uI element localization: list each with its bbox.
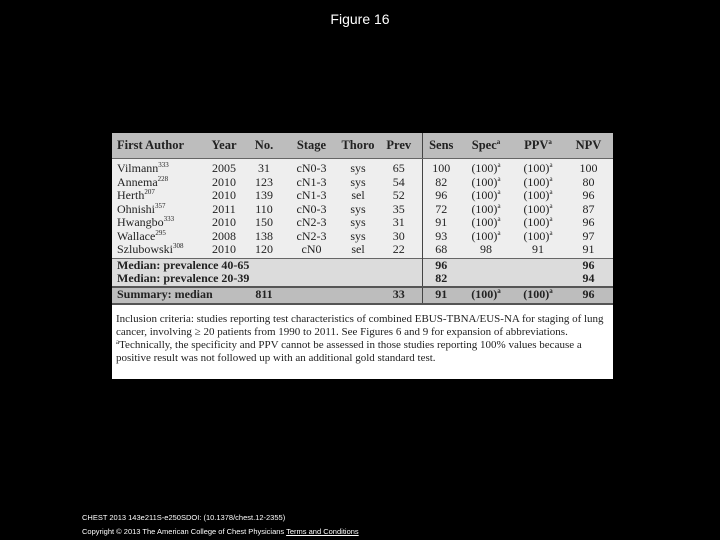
table-row — [112, 189, 613, 203]
cell-no — [245, 203, 283, 217]
cell-spec — [460, 189, 512, 203]
cell-no — [245, 243, 283, 258]
copyright-text: Copyright © 2013 The American College of Chest Physicians — [82, 527, 285, 536]
cell-prev-value: 22 — [392, 242, 405, 256]
cell-year-value: 2010 — [212, 188, 236, 202]
cell-sens — [422, 189, 460, 203]
footnote-mark: a — [549, 215, 553, 223]
cell-spec — [460, 230, 512, 244]
reference-number: 295 — [155, 228, 166, 237]
cell-spec-value: (100) — [471, 228, 498, 243]
cell-stage-value: cN0-3 — [296, 201, 327, 216]
table-row — [112, 243, 613, 258]
table-row — [112, 230, 613, 244]
footnote-mark: a — [497, 228, 501, 237]
footnote-mark: a — [549, 188, 553, 196]
results-table — [112, 133, 613, 305]
cell-prev — [376, 159, 422, 176]
median-ppv — [512, 258, 564, 272]
cell-no-value: 138 — [255, 228, 273, 243]
header-spec — [460, 133, 512, 159]
cell-thoro — [340, 176, 376, 190]
cell-npv — [564, 189, 613, 203]
summary-sens: 91 — [422, 287, 460, 304]
cell-no — [245, 230, 283, 244]
header-first-author: First Author — [112, 133, 203, 159]
credit-block — [82, 511, 359, 539]
footnote-mark: a — [497, 161, 501, 169]
median-rows — [112, 258, 613, 287]
cell-year — [203, 176, 245, 190]
median-label: Median: prevalence 20-39 — [112, 272, 422, 287]
header-thoro: Thoro — [340, 133, 376, 159]
median-sens: 96 — [422, 258, 460, 272]
reference-number: 228 — [157, 174, 169, 183]
cell-prev-value: 65 — [392, 161, 405, 175]
cell-spec-value: 98 — [480, 242, 492, 256]
cell-sens-value: 96 — [435, 188, 448, 202]
cell-ppv-value: (100) — [523, 174, 550, 189]
cell-sens — [422, 216, 460, 230]
cell-no-value: 120 — [255, 242, 273, 256]
cell-sens — [422, 176, 460, 190]
cell-prev — [376, 189, 422, 203]
figure-title: Figure 16 — [330, 11, 390, 27]
cell-no — [245, 159, 283, 176]
terms-link[interactable]: Terms and Conditions — [286, 527, 359, 536]
cell-sens-value: 93 — [435, 228, 448, 243]
cell-stage-value: cN2-3 — [296, 215, 327, 229]
footnote-mark: a — [497, 188, 501, 196]
cell-ppv-value: (100) — [523, 228, 550, 243]
cell-sens — [422, 159, 460, 176]
footnote-mark: a — [497, 215, 501, 223]
median-sens: 82 — [422, 272, 460, 287]
cell-thoro-value: sel — [351, 242, 365, 256]
footnote-mark: a — [497, 201, 501, 210]
note-text: Technically, the specificity and PPV cannot be assessed in those studies reporting 100% values because a positive result was not followed up with an additional gold standard test. — [116, 338, 582, 364]
cell-year — [203, 203, 245, 217]
study-rows — [112, 159, 613, 259]
cell-thoro — [340, 203, 376, 217]
header-npv: NPV — [564, 133, 613, 159]
reference-number: 207 — [144, 188, 155, 196]
cell-thoro-value: sys — [350, 161, 366, 175]
footnotes — [112, 305, 613, 365]
cell-prev-value: 35 — [392, 201, 405, 216]
cell-year-value: 2005 — [212, 161, 236, 175]
cell-year-value: 2010 — [212, 242, 236, 256]
summary-ppv — [512, 287, 564, 304]
cell-prev — [376, 243, 422, 258]
cell-no — [245, 176, 283, 190]
table-row — [112, 159, 613, 176]
cell-year — [203, 159, 245, 176]
header-spec-label: Spec — [471, 137, 497, 152]
cell-thoro-value: sel — [351, 188, 365, 202]
header-year: Year — [203, 133, 245, 159]
cell-prev-value: 30 — [392, 228, 405, 243]
cell-thoro-value: sys — [350, 228, 366, 243]
cell-stage-value: cN2-3 — [296, 228, 327, 243]
cell-thoro-value: sys — [350, 215, 366, 229]
summary-thoro — [340, 287, 376, 304]
cell-spec — [460, 243, 512, 258]
cell-stage-value: cN0-3 — [296, 161, 327, 175]
cell-first-author — [112, 243, 203, 258]
footnote-mark: a — [549, 201, 553, 210]
citation-text: CHEST 2013 143e211S-e250SDOI: (10.1378/chest.12-2355) — [82, 513, 286, 522]
cell-stage — [283, 189, 340, 203]
cell-ppv — [512, 243, 564, 258]
median-label: Median: prevalence 40-65 — [112, 258, 422, 272]
cell-prev — [376, 203, 422, 217]
cell-thoro-value: sys — [350, 201, 366, 216]
cell-npv-value: 87 — [582, 201, 595, 216]
cell-stage — [283, 216, 340, 230]
cell-prev-value: 54 — [392, 174, 405, 189]
summary-spec-sup: a — [497, 287, 501, 296]
reference-number: 357 — [155, 201, 166, 210]
cell-ppv-value: (100) — [523, 161, 550, 175]
cell-prev — [376, 216, 422, 230]
cell-prev-value: 52 — [392, 188, 405, 202]
table-row — [112, 203, 613, 217]
cell-first-author — [112, 230, 203, 244]
cell-ppv-value: (100) — [523, 201, 550, 216]
median-spec — [460, 272, 512, 287]
cell-sens — [422, 230, 460, 244]
cell-ppv-value: (100) — [523, 188, 550, 202]
cell-thoro — [340, 189, 376, 203]
median-ppv — [512, 272, 564, 287]
cell-sens-value: 82 — [435, 174, 448, 189]
median-row — [112, 258, 613, 272]
cell-spec-value: (100) — [471, 174, 498, 189]
cell-npv — [564, 176, 613, 190]
cell-ppv — [512, 216, 564, 230]
summary-rows — [112, 287, 613, 304]
cell-npv-value: 97 — [582, 228, 595, 243]
header-ppv-label: PPV — [524, 137, 549, 152]
cell-spec — [460, 216, 512, 230]
cell-no-value: 139 — [255, 188, 273, 202]
cell-year-value: 2010 — [212, 174, 236, 189]
cell-spec — [460, 159, 512, 176]
cell-ppv — [512, 203, 564, 217]
summary-stage — [283, 287, 340, 304]
cell-first-author-value: Hwangbo — [117, 215, 164, 229]
cell-year — [203, 243, 245, 258]
cell-prev — [376, 230, 422, 244]
cell-sens — [422, 243, 460, 258]
cell-thoro — [340, 243, 376, 258]
cell-year-value: 2008 — [212, 228, 236, 243]
cell-stage-value: cN1-3 — [296, 174, 327, 189]
summary-row — [112, 287, 613, 304]
footnote-mark: a — [549, 161, 553, 169]
cell-npv-value: 91 — [582, 242, 595, 256]
cell-npv — [564, 159, 613, 176]
cell-no-value: 123 — [255, 174, 273, 189]
cell-stage — [283, 203, 340, 217]
cell-sens-value: 100 — [432, 161, 451, 175]
cell-first-author — [112, 216, 203, 230]
cell-first-author — [112, 189, 203, 203]
table-row — [112, 176, 613, 190]
cell-first-author — [112, 176, 203, 190]
table-row — [112, 216, 613, 230]
footnote-mark: a — [549, 228, 553, 237]
header-spec-sup: a — [496, 137, 501, 146]
summary-ppv-value: (100) — [523, 287, 550, 302]
header-stage: Stage — [283, 133, 340, 159]
summary-npv: 96 — [564, 287, 613, 304]
cell-thoro — [340, 216, 376, 230]
header-ppv-sup: a — [548, 137, 552, 146]
cell-first-author — [112, 203, 203, 217]
cell-year — [203, 216, 245, 230]
cell-first-author-value: Herth — [117, 188, 145, 202]
cell-sens-value: 91 — [435, 215, 448, 229]
cell-first-author — [112, 159, 203, 176]
median-npv: 94 — [564, 272, 613, 287]
cell-no-value: 110 — [255, 201, 273, 216]
cell-npv-value: 96 — [582, 188, 595, 202]
cell-ppv — [512, 159, 564, 176]
cell-ppv-value: 91 — [532, 242, 544, 256]
cell-thoro — [340, 159, 376, 176]
cell-year — [203, 230, 245, 244]
cell-prev — [376, 176, 422, 190]
cell-sens — [422, 203, 460, 217]
cell-stage — [283, 159, 340, 176]
cell-ppv-value: (100) — [523, 215, 550, 229]
summary-label: Summary: median — [112, 287, 245, 304]
summary-spec — [460, 287, 512, 304]
header-prev: Prev — [376, 133, 422, 159]
cell-npv-value: 96 — [582, 215, 595, 229]
cell-npv-value: 80 — [582, 174, 595, 189]
cell-year-value: 2010 — [212, 215, 236, 229]
header-no: No. — [245, 133, 283, 159]
cell-spec — [460, 176, 512, 190]
cell-stage-value: cN1-3 — [296, 188, 327, 202]
footnote-mark: a — [549, 174, 553, 183]
cell-npv — [564, 230, 613, 244]
inclusion-criteria-note: Inclusion criteria: studies reporting test characteristics of combined EBUS-TBNA/EUS-NA for staging of lung cancer, involving ≥ 20 patients from 1990 to 2011. See Figures 6 and 9 for expansion of abbreviations. — [116, 312, 604, 338]
cell-stage — [283, 176, 340, 190]
cell-thoro — [340, 230, 376, 244]
reference-number: 308 — [173, 242, 184, 250]
cell-no-value: 31 — [258, 161, 270, 175]
cell-first-author-value: Annema — [117, 174, 158, 189]
cell-prev-value: 31 — [392, 215, 405, 229]
cell-first-author-value: Vilmann — [117, 161, 159, 175]
cell-no — [245, 189, 283, 203]
cell-npv-value: 100 — [579, 161, 598, 175]
cell-sens-value: 72 — [435, 201, 448, 216]
reference-number: 333 — [163, 215, 175, 223]
cell-no-value: 150 — [255, 215, 273, 229]
cell-first-author-value: Wallace — [117, 228, 156, 243]
note-mark: a — [116, 337, 120, 346]
footnote-mark: a — [497, 174, 501, 183]
cell-npv — [564, 243, 613, 258]
median-spec — [460, 258, 512, 272]
median-npv: 96 — [564, 258, 613, 272]
cell-year — [203, 189, 245, 203]
cell-spec-value: (100) — [471, 215, 498, 229]
cell-sens-value: 68 — [435, 242, 448, 256]
summary-ppv-sup: a — [549, 287, 553, 296]
cell-npv — [564, 203, 613, 217]
cell-spec-value: (100) — [471, 201, 498, 216]
cell-ppv — [512, 189, 564, 203]
cell-ppv — [512, 176, 564, 190]
cell-stage — [283, 243, 340, 258]
cell-no — [245, 216, 283, 230]
cell-thoro-value: sys — [350, 174, 366, 189]
cell-spec-value: (100) — [471, 161, 498, 175]
header-row — [112, 133, 613, 159]
header-ppv — [512, 133, 564, 159]
cell-stage-value: cN0 — [301, 242, 322, 256]
reference-number: 333 — [158, 161, 169, 169]
header-sens: Sens — [422, 133, 460, 159]
cell-npv — [564, 216, 613, 230]
cell-first-author-value: Ohnishi — [117, 201, 156, 216]
cell-spec-value: (100) — [471, 188, 498, 202]
summary-prev: 33 — [376, 287, 422, 304]
cell-year-value: 2011 — [212, 201, 236, 216]
cell-spec — [460, 203, 512, 217]
copyright-line — [82, 525, 359, 539]
median-row — [112, 272, 613, 287]
cell-ppv — [512, 230, 564, 244]
cell-stage — [283, 230, 340, 244]
specificity-note — [116, 339, 609, 365]
cell-first-author-value: Szlubowski — [117, 242, 174, 256]
table-figure — [112, 133, 613, 379]
summary-no: 811 — [245, 287, 283, 304]
summary-spec-value: (100) — [471, 287, 498, 302]
